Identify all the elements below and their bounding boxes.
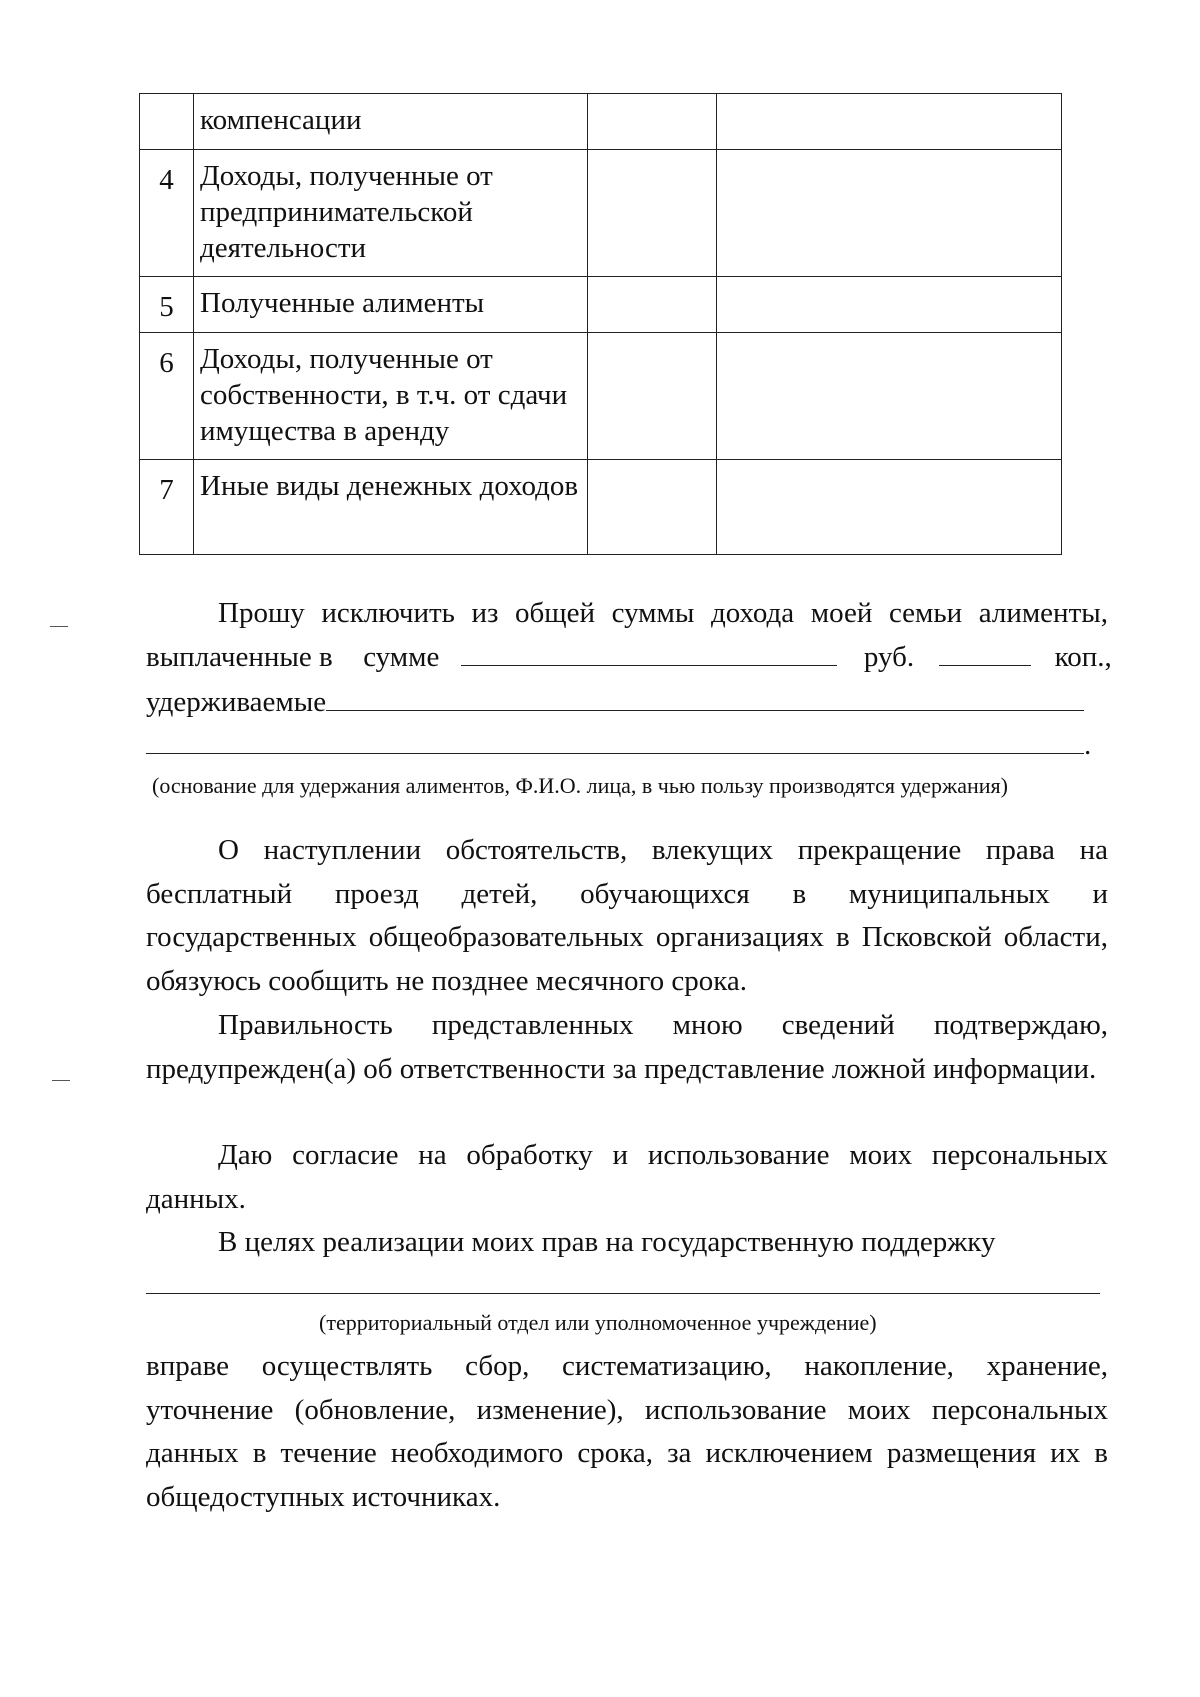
row-value-cell	[717, 333, 1062, 460]
alimony-basis-line	[146, 723, 1108, 767]
row-value-cell	[588, 333, 717, 460]
row-number: 6	[140, 333, 194, 460]
table-row	[140, 460, 1062, 555]
row-value-cell	[588, 277, 717, 333]
notice-paragraph: О наступлении обстоятельств, влекущих прекращение права на бесплатный проезд детей, обучающихся в муниципальных и государственных общеобразовательных организациях в Псковской области, обязуюсь сообщить не позднее месячного срока.	[146, 834, 1108, 997]
row-number: 7	[140, 460, 194, 555]
sum-rub-field[interactable]	[461, 635, 837, 666]
row-income-type: компенсации	[194, 94, 588, 150]
table-row	[140, 150, 1062, 277]
row-value-cell	[588, 460, 717, 555]
withheld-label: удерживаемые	[146, 686, 327, 718]
rights-paragraph: вправе осуществлять сбор, систематизацию, накопление, хранение, уточнение (обновление, изменение), использование моих персональных данных в течение необходимого срока, за исключением размещения их в общедоступных источниках.	[146, 1350, 1108, 1513]
consent-paragraph: Даю согласие на обработку и использование моих персональных данных.	[146, 1139, 1108, 1215]
income-table	[139, 93, 1062, 555]
row-value-cell	[717, 277, 1062, 333]
alimony-request-line: Прошу исключить из общей суммы дохода моей семьи алименты,	[218, 597, 1108, 629]
table-row	[140, 94, 1062, 150]
row-value-cell	[588, 150, 717, 277]
alimony-sum-line	[146, 635, 1112, 679]
sum-label: сумме	[363, 641, 440, 673]
sum-kop-field[interactable]	[939, 635, 1031, 666]
organization-field[interactable]	[146, 1293, 1100, 1294]
alimony-withheld-line	[146, 680, 1108, 724]
row-value-cell	[717, 94, 1062, 150]
row-value-cell	[717, 460, 1062, 555]
paid-label: выплаченные в	[146, 641, 333, 673]
row-income-type: Иные виды денежных доходов	[194, 460, 588, 555]
row-income-type: Доходы, полученные от предпринимательской деятельности	[194, 150, 588, 277]
table-row	[140, 277, 1062, 333]
row-number: 4	[140, 150, 194, 277]
margin-mark	[52, 1080, 70, 1081]
kop-label: коп.,	[1054, 641, 1112, 673]
row-income-type: Полученные алименты	[194, 277, 588, 333]
row-income-type: Доходы, полученные от собственности, в т.ч. от сдачи имущества в аренду	[194, 333, 588, 460]
alimony-basis-field[interactable]	[146, 723, 1084, 754]
purpose-line: В целях реализации моих прав на государственную поддержку	[218, 1226, 996, 1258]
row-value-cell	[588, 94, 717, 150]
row-value-cell	[717, 150, 1062, 277]
row-number	[140, 94, 194, 150]
margin-mark	[50, 626, 68, 627]
end-dot: .	[1084, 729, 1092, 761]
rub-label: руб.	[863, 641, 915, 673]
organization-caption: (территориальный отдел или уполномоченное учреждение)	[319, 1310, 877, 1335]
row-number: 5	[140, 277, 194, 333]
alimony-basis-caption: (основание для удержания алиментов, Ф.И.О. лица, в чью пользу производятся удержания)	[152, 773, 1009, 798]
withheld-field[interactable]	[326, 680, 1084, 711]
accuracy-paragraph: Правильность представленных мною сведений подтверждаю, предупрежден(а) об ответственности за представление ложной информации.	[146, 1009, 1108, 1085]
table-row	[140, 333, 1062, 460]
